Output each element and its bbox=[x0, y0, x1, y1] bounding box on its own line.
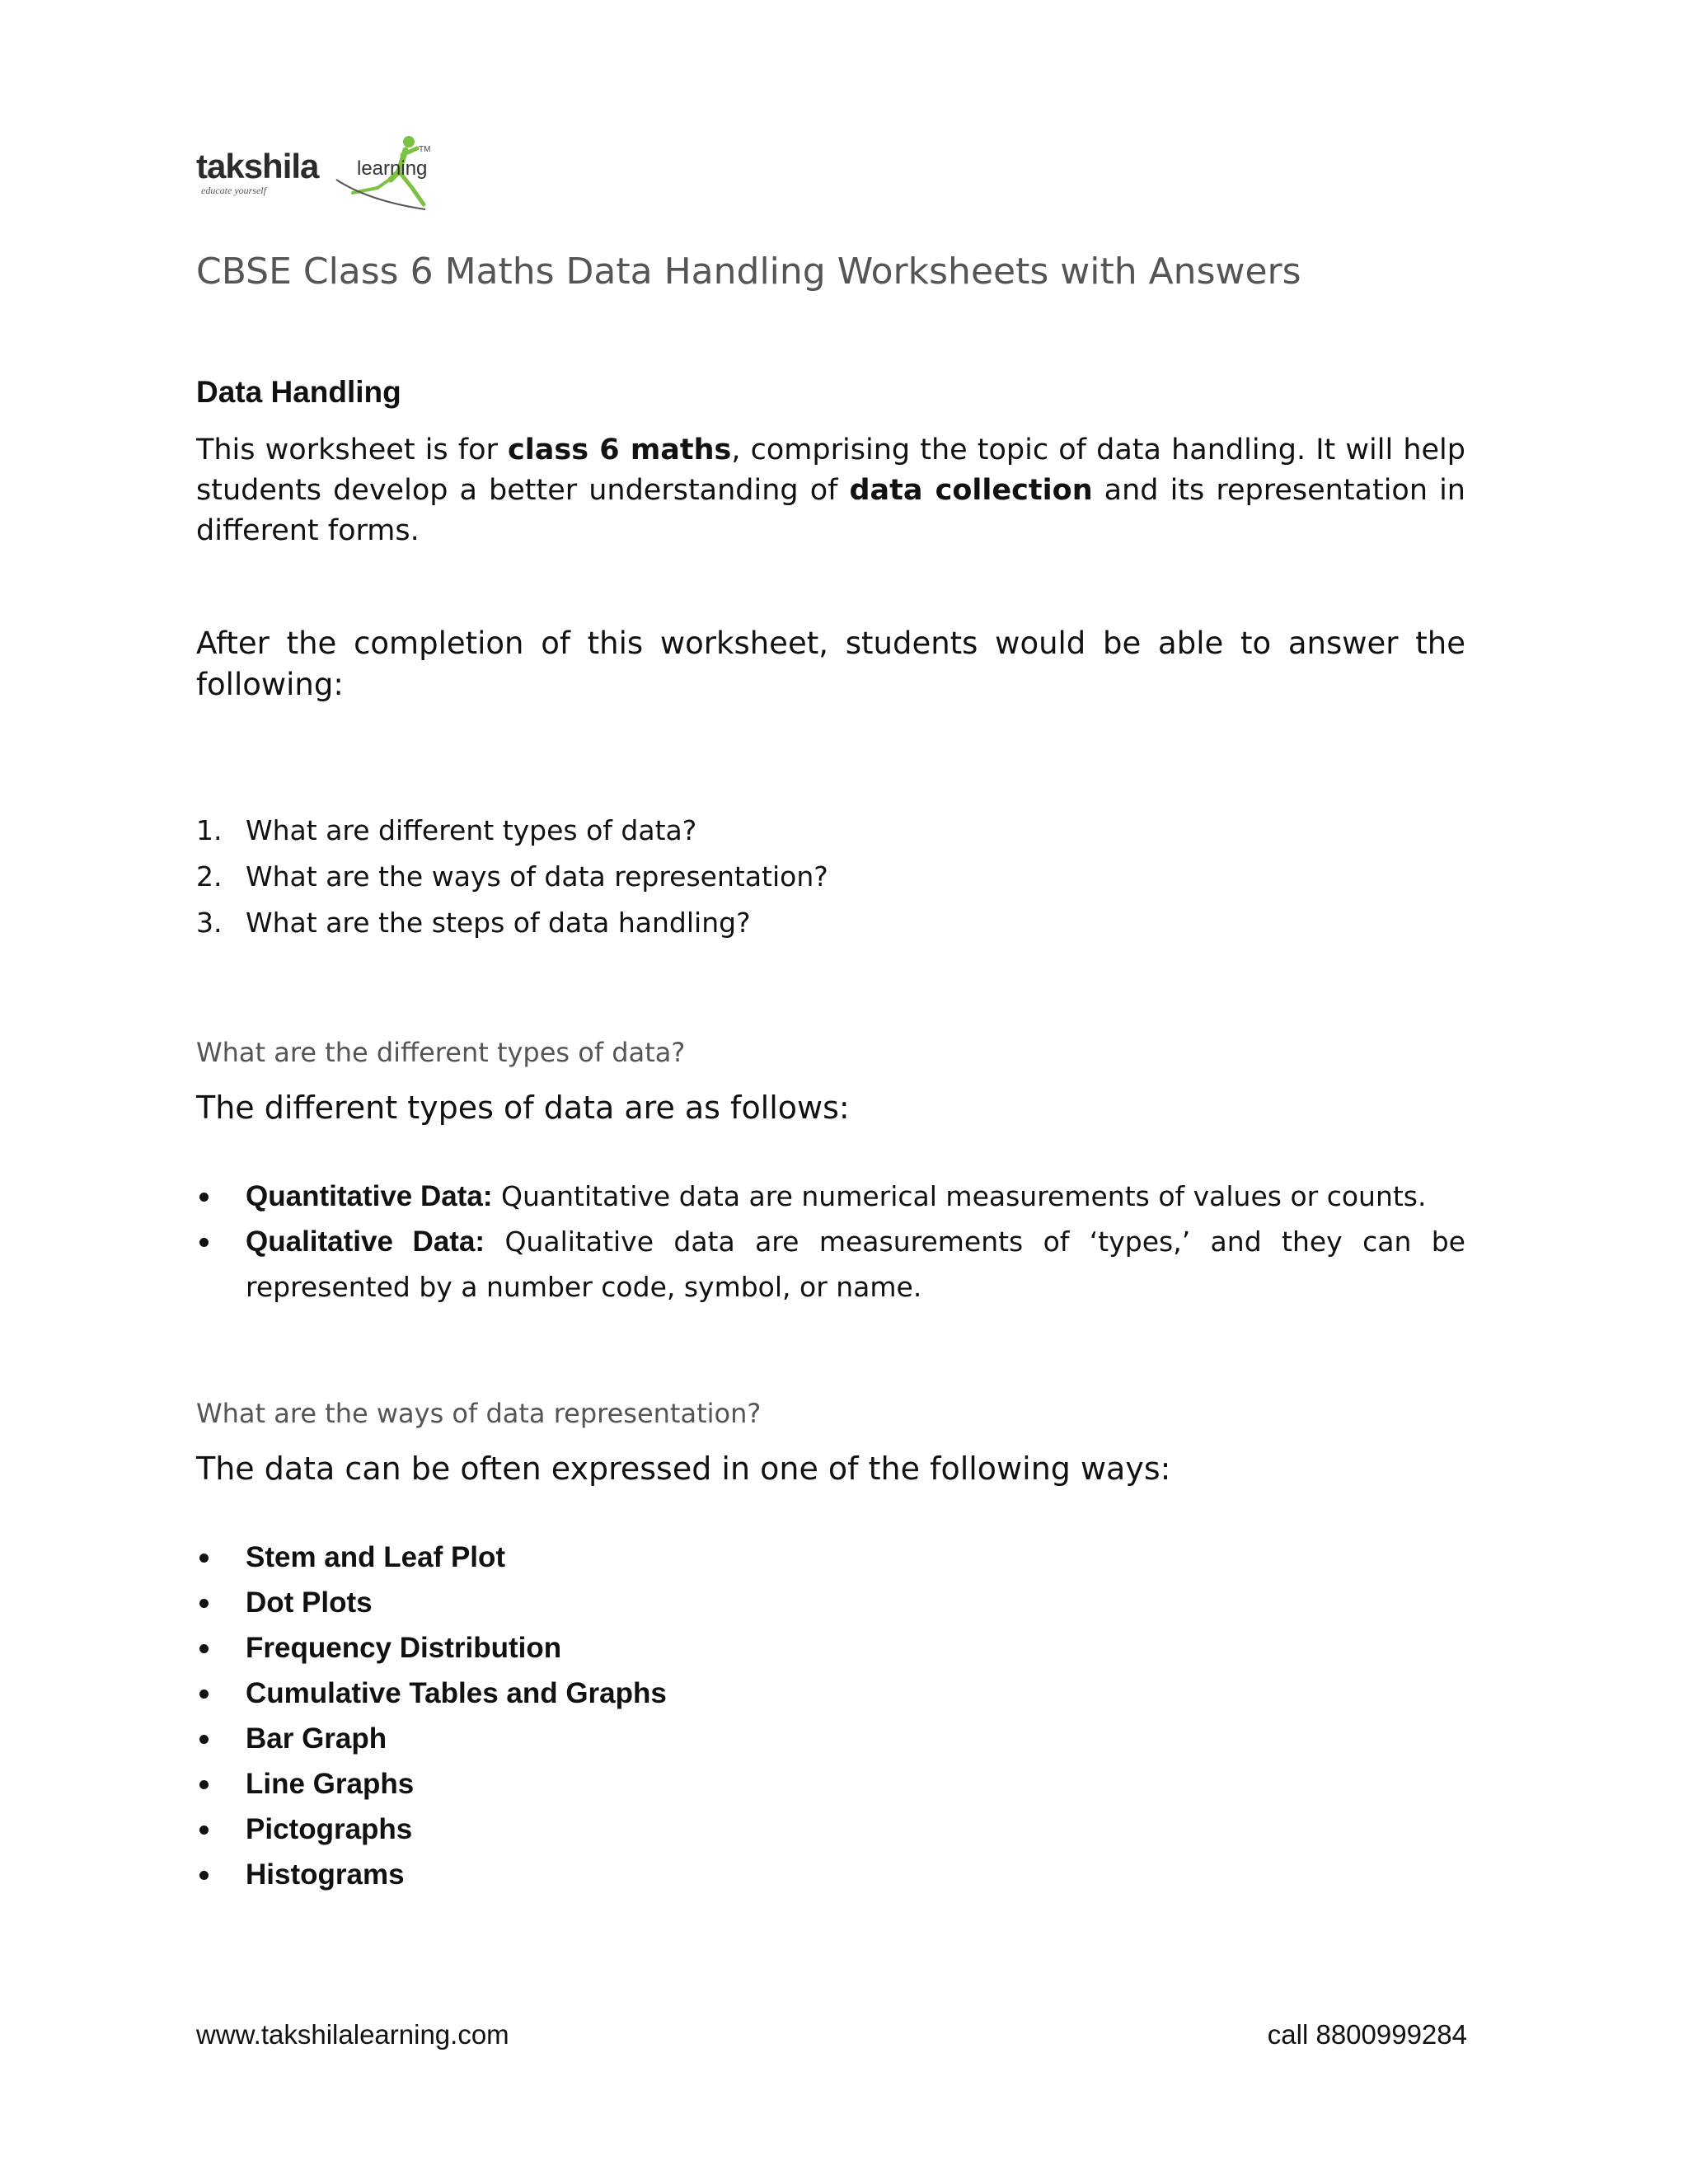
bullet-icon bbox=[199, 1599, 209, 1608]
list-item: Frequency Distribution bbox=[196, 1625, 1465, 1671]
intro-text-1: This worksheet is for bbox=[196, 434, 509, 466]
bullet-icon bbox=[199, 1871, 209, 1880]
list-item: Bar Graph bbox=[196, 1716, 1465, 1761]
question-list bbox=[196, 808, 1465, 946]
ways-lead: The data can be often expressed in one of the following ways: bbox=[196, 1451, 1171, 1487]
logo-tagline: educate yourself bbox=[201, 185, 266, 196]
bullet-icon bbox=[199, 1238, 209, 1247]
list-item: Quantitative Data: Quantitative data are numerical measurements of values or counts. bbox=[196, 1174, 1465, 1219]
takshila-logo bbox=[196, 130, 443, 213]
bullet-icon bbox=[199, 1825, 209, 1835]
footer-phone: call 8800999284 bbox=[1267, 2019, 1467, 2050]
ways-heading: What are the ways of data representation? bbox=[196, 1398, 762, 1429]
page-title: CBSE Class 6 Maths Data Handling Worksheets with Answers bbox=[196, 251, 1301, 293]
intro-text-3: and its representation in different forms. bbox=[196, 474, 1465, 547]
types-heading: What are the different types of data? bbox=[196, 1037, 686, 1068]
completion-paragraph: After the completion of this worksheet, students would be able to answer the following: bbox=[196, 626, 1465, 702]
list-item: 1. What are different types of data? bbox=[196, 814, 697, 846]
intro-text-2: , comprising the topic of data handling. It will help students develop a better understanding of bbox=[196, 434, 1465, 507]
list-item: Histograms bbox=[196, 1852, 1465, 1897]
list-item: Pictographs bbox=[196, 1807, 1465, 1852]
bullet-icon bbox=[199, 1690, 209, 1699]
bullet-icon bbox=[199, 1780, 209, 1789]
intro-paragraph bbox=[196, 430, 1465, 551]
logo-trademark: TM bbox=[419, 145, 431, 154]
logo-suffix: learning bbox=[357, 157, 428, 180]
footer-website-link[interactable]: www.takshilalearning.com bbox=[196, 2019, 509, 2050]
list-item: Line Graphs bbox=[196, 1761, 1465, 1807]
list-item: 2. What are the ways of data representation? bbox=[196, 860, 828, 893]
intro-bold-data-collection: data collection bbox=[849, 474, 1093, 507]
list-item: Stem and Leaf Plot bbox=[196, 1535, 1465, 1580]
section-heading-data-handling: Data Handling bbox=[196, 375, 401, 409]
list-item: Qualitative Data: Qualitative data are measurements of ‘types,’ and they can be represented by a number code, symbol, or name. bbox=[196, 1219, 1465, 1310]
list-item: 3. What are the steps of data handling? bbox=[196, 907, 751, 939]
bullet-icon bbox=[199, 1735, 209, 1744]
bullet-icon bbox=[199, 1193, 209, 1202]
types-list bbox=[196, 1174, 1465, 1310]
ways-list bbox=[196, 1535, 1465, 1897]
bullet-icon bbox=[199, 1644, 209, 1653]
bullet-icon bbox=[199, 1554, 209, 1563]
intro-bold-class: class 6 maths bbox=[508, 434, 732, 466]
list-item: Dot Plots bbox=[196, 1580, 1465, 1625]
types-lead: The different types of data are as follows: bbox=[196, 1090, 850, 1126]
list-item: Cumulative Tables and Graphs bbox=[196, 1671, 1465, 1716]
logo-wordmark: takshila bbox=[196, 147, 319, 185]
